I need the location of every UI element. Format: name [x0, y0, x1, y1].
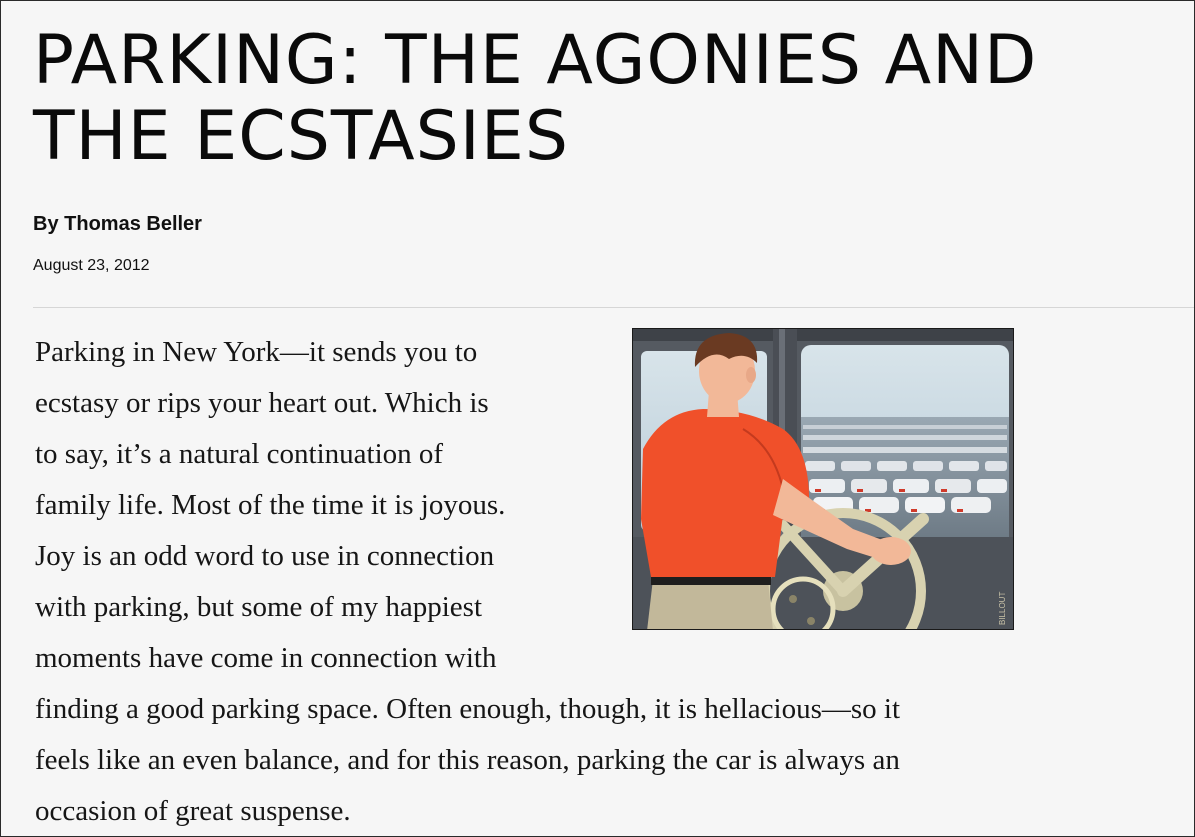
paragraph	[35, 327, 901, 837]
article-illustration	[632, 328, 1014, 630]
article-body	[35, 327, 901, 837]
illustration-image	[633, 329, 1014, 630]
body-line: with parking, but some of my happiest	[35, 591, 483, 623]
body-line: moments have come in connection with	[35, 642, 497, 674]
byline-prefix: By	[33, 213, 59, 235]
body-line: finding a good parking space. Often enough, though, it is hellacious—so it	[35, 693, 901, 725]
body-line: family life. Most of the time it is joyous.	[35, 489, 506, 521]
author-link[interactable]: Thomas Beller	[64, 213, 202, 235]
cabin-ceiling	[633, 329, 1014, 341]
body-line: ecstasy or rips your heart out. Which is	[35, 387, 489, 419]
publish-date: August 23, 2012	[33, 257, 150, 274]
body-line: Joy is an odd word to use in connection	[35, 540, 495, 572]
body-line: occasion of great suspense.	[35, 795, 351, 827]
artist-signature: BILLOUT	[998, 591, 1007, 625]
header-divider	[33, 307, 1195, 308]
body-line: Parking in New York—it sends you to	[35, 336, 478, 368]
body-line: feels like an even balance, and for this reason, parking the car is always an	[35, 744, 900, 776]
byline	[33, 213, 202, 236]
article-title: PARKING: THE AGONIES AND THE ECSTASIES	[33, 21, 1038, 176]
body-line: to say, it’s a natural continuation of	[35, 438, 444, 470]
